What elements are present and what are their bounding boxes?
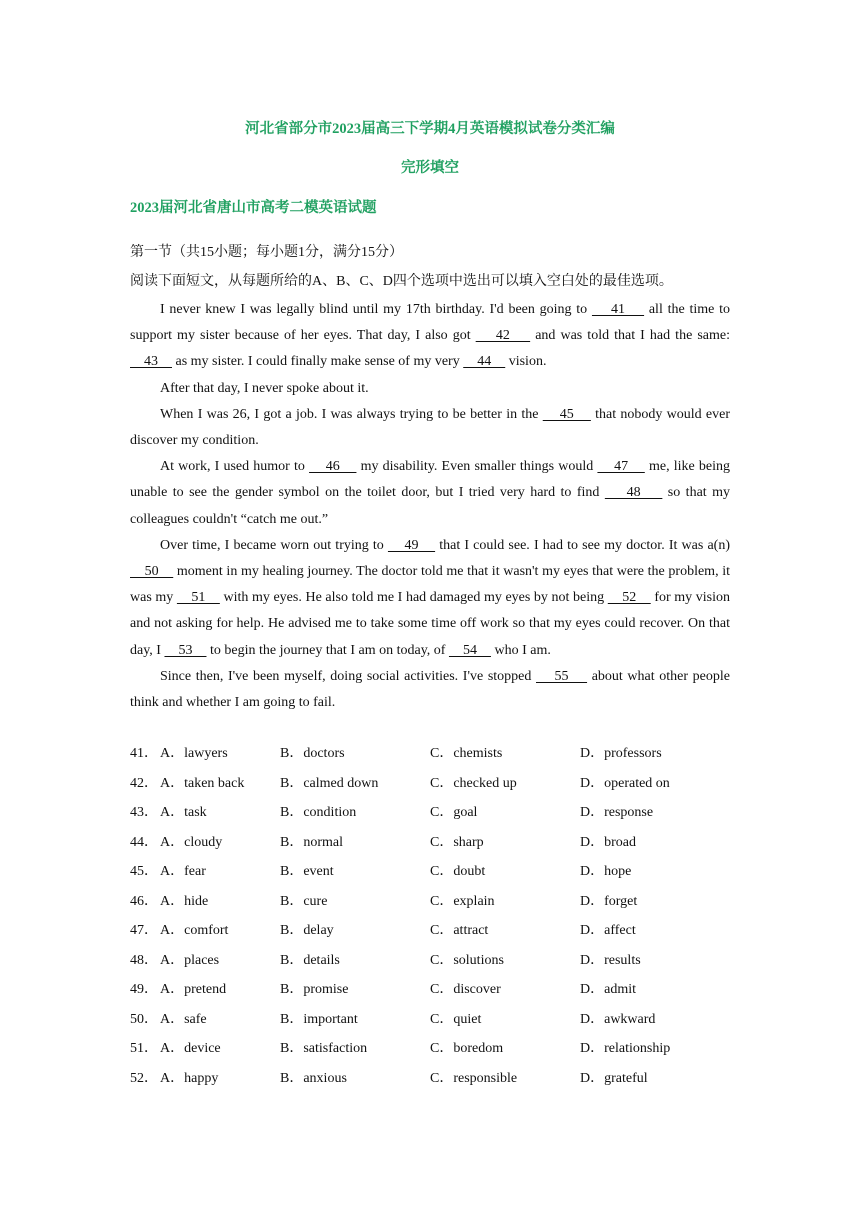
option-a: A．happy xyxy=(160,1070,219,1086)
exam-title: 2023届河北省唐山市高考二模英语试题 xyxy=(130,200,377,216)
option-b: B．doctors xyxy=(280,746,345,761)
option-d: D．forget xyxy=(580,893,638,909)
passage-text: as my sister. I could finally make sense of my very xyxy=(172,354,464,370)
question-number: 44． xyxy=(130,834,158,850)
option-b: B．calmed down xyxy=(280,775,379,791)
option-b: B．condition xyxy=(280,805,357,820)
option-row xyxy=(130,921,730,951)
cloze-blank: 42 xyxy=(475,328,531,344)
option-b: B．satisfaction xyxy=(280,1041,368,1056)
question-number: 41． xyxy=(130,746,158,761)
option-row xyxy=(130,744,730,774)
option-c: C．quiet xyxy=(430,1011,482,1027)
question-number: 45． xyxy=(130,864,158,879)
passage-text: that I could see. I had to see my doctor. It was a(n) xyxy=(435,537,730,553)
options-list xyxy=(130,744,730,1098)
option-d: D．professors xyxy=(580,746,662,761)
cloze-blank: 41 xyxy=(591,302,645,317)
option-c: C．sharp xyxy=(430,834,484,850)
option-a: A．taken back xyxy=(160,775,245,791)
passage-text: for my vision and not asking for help. He advised me to take some time off work so that my eyes could recover. On that day, I xyxy=(130,590,731,658)
passage-text: with my eyes. He also told me I had damaged my eyes by not being xyxy=(219,590,608,606)
option-c: C．solutions xyxy=(430,952,504,968)
passage-text: moment in my healing journey. The doctor told me that it wasn't my eyes that were the problem, it was my xyxy=(130,564,730,606)
option-row xyxy=(130,892,730,922)
option-row xyxy=(130,1069,730,1099)
option-a: A．fear xyxy=(160,864,206,879)
passage-text: to begin the journey that I am on today, of xyxy=(206,642,449,658)
option-c: C．attract xyxy=(430,923,489,938)
passage-text: vision. xyxy=(505,354,547,370)
passage-paragraph xyxy=(130,376,730,402)
option-d: D．affect xyxy=(580,923,636,938)
cloze-blank: 51 xyxy=(176,590,220,606)
option-d: D．hope xyxy=(580,864,632,879)
option-b: B．cure xyxy=(280,893,328,909)
option-d: D．response xyxy=(580,805,654,820)
passage-text: me, like being unable to see the gender symbol on the toilet door, but I tried very hard to find xyxy=(130,459,731,501)
option-a: A．device xyxy=(160,1041,221,1056)
option-row xyxy=(130,803,730,833)
question-number: 50． xyxy=(130,1011,158,1027)
cloze-blank: 47 xyxy=(597,459,645,475)
option-a: A．task xyxy=(160,805,207,820)
cloze-blank: 49 xyxy=(387,537,436,553)
option-c: C．goal xyxy=(430,805,478,820)
option-row xyxy=(130,774,730,804)
option-row xyxy=(130,951,730,981)
option-c: C．chemists xyxy=(430,746,503,761)
option-a: A．lawyers xyxy=(160,746,228,761)
passage-paragraph xyxy=(130,454,730,533)
passage-text: I never knew I was legally blind until my 17th birthday. I'd been going to xyxy=(160,302,592,317)
option-b: B．promise xyxy=(280,982,349,997)
question-number: 48． xyxy=(130,952,158,968)
cloze-blank: 44 xyxy=(463,354,506,370)
option-a: A．cloudy xyxy=(160,834,223,850)
passage-text: my disability. Even smaller things would xyxy=(356,459,598,475)
passage-text: When I was 26, I got a job. I was always trying to be better in the xyxy=(160,406,543,422)
option-b: B．event xyxy=(280,864,334,879)
option-c: C．explain xyxy=(430,893,495,909)
main-title: 河北省部分市2023届高三下学期4月英语模拟试卷分类汇编 xyxy=(245,121,615,137)
question-number: 42． xyxy=(130,775,158,791)
passage-text: so that my colleagues couldn't “catch me out.” xyxy=(130,485,731,527)
passage-paragraph xyxy=(130,533,730,664)
question-number: 51． xyxy=(130,1041,158,1056)
question-number: 52． xyxy=(130,1070,158,1086)
option-b: B．normal xyxy=(280,834,343,850)
option-b: B．details xyxy=(280,952,340,968)
option-c: C．doubt xyxy=(430,864,486,879)
passage xyxy=(130,297,730,716)
cloze-blank: 50 xyxy=(130,564,174,580)
question-number: 47． xyxy=(130,923,158,938)
option-row xyxy=(130,1010,730,1040)
option-c: C．discover xyxy=(430,982,501,997)
option-b: B．delay xyxy=(280,923,334,938)
passage-text: Since then, I've been myself, doing social activities. I've stopped xyxy=(160,668,536,684)
sub-title: 完形填空 xyxy=(401,160,459,176)
option-d: D．grateful xyxy=(580,1070,648,1086)
option-a: A．safe xyxy=(160,1011,207,1027)
option-d: D．admit xyxy=(580,982,636,997)
section-instruction: 阅读下面短文，从每题所给的A、B、C、D四个选项中选出可以填入空白处的最佳选项。 xyxy=(130,274,673,289)
passage-text: that nobody would ever discover my condition. xyxy=(130,406,730,449)
passage-paragraph xyxy=(130,297,730,376)
passage-text: After that day, I never spoke about it. xyxy=(160,380,369,396)
option-d: D．awkward xyxy=(580,1011,656,1027)
option-row xyxy=(130,833,730,863)
passage-text: Over time, I became worn out trying to xyxy=(160,537,388,553)
question-number: 46． xyxy=(130,893,158,909)
option-row xyxy=(130,980,730,1010)
option-row xyxy=(130,862,730,892)
cloze-blank: 54 xyxy=(448,642,491,658)
option-c: C．boredom xyxy=(430,1041,504,1056)
passage-text: At work, I used humor to xyxy=(160,459,310,475)
cloze-blank: 53 xyxy=(164,642,207,658)
cloze-blank: 55 xyxy=(536,668,588,684)
passage-paragraph xyxy=(130,402,730,454)
option-d: D．results xyxy=(580,952,641,968)
passage-text: all the time to support my sister because of her eyes. That day, I also got xyxy=(130,302,731,344)
option-row xyxy=(130,1039,730,1069)
section-heading: 第一节（共15小题；每小题1分，满分15分） xyxy=(130,245,403,260)
passage-text: who I am. xyxy=(490,642,551,658)
cloze-blank: 43 xyxy=(130,354,172,370)
option-b: B．anxious xyxy=(280,1070,347,1086)
option-b: B．important xyxy=(280,1011,358,1027)
option-c: C．responsible xyxy=(430,1070,518,1086)
passage-text: about what other people think and whether I am going to fail. xyxy=(130,668,730,711)
passage-text: and was told that I had the same: xyxy=(530,328,730,344)
passage-paragraph xyxy=(130,664,730,716)
cloze-blank: 45 xyxy=(542,406,591,422)
option-d: D．broad xyxy=(580,834,636,850)
option-c: C．checked up xyxy=(430,775,517,791)
cloze-blank: 48 xyxy=(604,485,663,501)
option-d: D．relationship xyxy=(580,1041,671,1056)
option-a: A．hide xyxy=(160,893,209,909)
option-a: A．comfort xyxy=(160,923,229,938)
question-number: 49． xyxy=(130,982,158,997)
option-a: A．places xyxy=(160,952,220,968)
option-a: A．pretend xyxy=(160,982,227,997)
cloze-blank: 46 xyxy=(309,459,357,475)
option-d: D．operated on xyxy=(580,775,670,791)
question-number: 43． xyxy=(130,805,158,820)
cloze-blank: 52 xyxy=(607,590,651,606)
